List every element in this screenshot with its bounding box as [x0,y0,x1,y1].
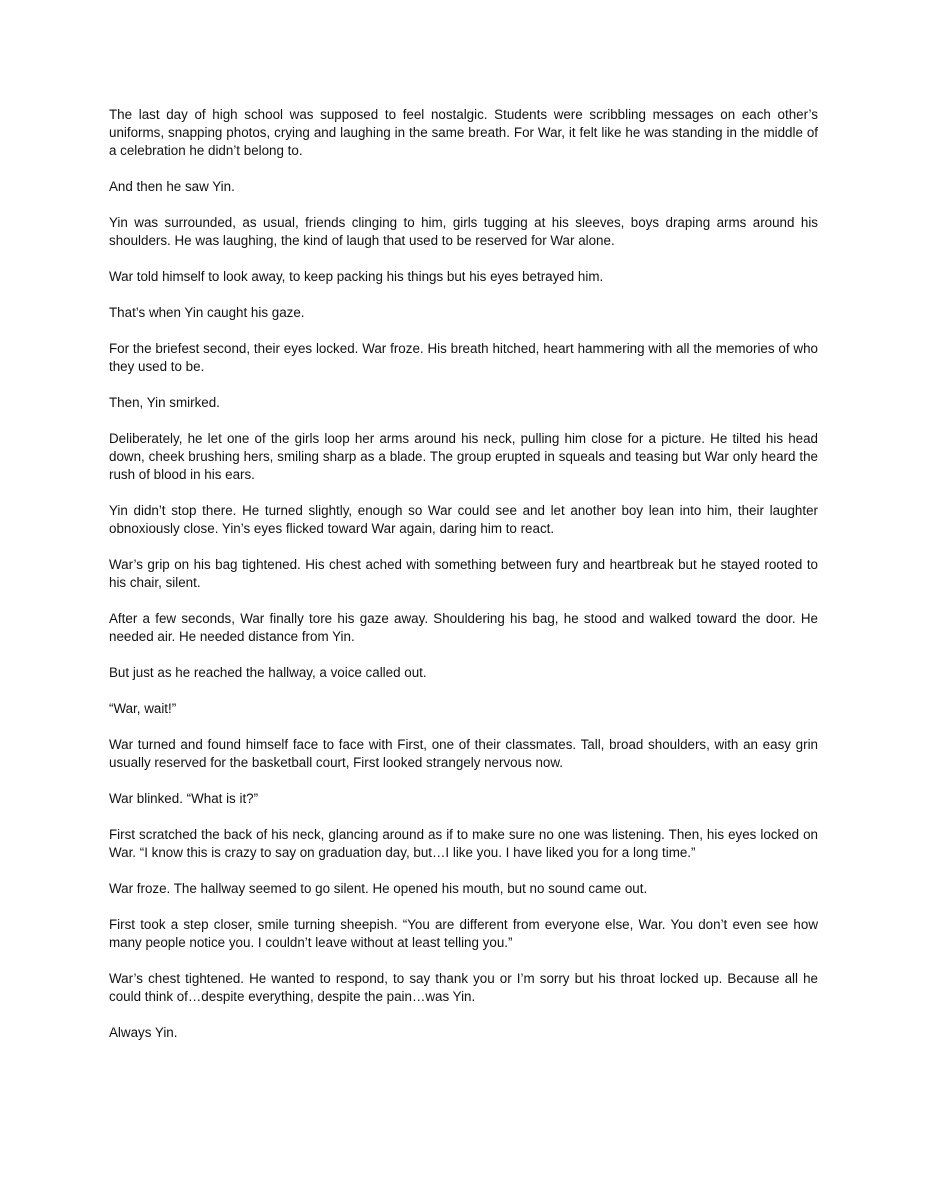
paragraph: Yin didn’t stop there. He turned slightly, enough so War could see and let another boy lean into him, their laughter obnoxiously close. Yin’s eyes flicked toward War again, daring him to react. [109,503,818,536]
paragraph: First scratched the back of his neck, glancing around as if to make sure no one was listening. Then, his eyes locked on War. “I know this is crazy to say on graduation day, but…I like you. I have liked you for a long time.” [109,827,818,860]
paragraph: Yin was surrounded, as usual, friends clinging to him, girls tugging at his sleeves, boys draping arms around his shoulders. He was laughing, the kind of laugh that used to be reserved for War alone. [109,215,818,248]
story-text [109,106,818,1060]
paragraph: War’s chest tightened. He wanted to respond, to say thank you or I’m sorry but his throat locked up. Because all he could think of…despite everything, despite the pain…was Yin. [109,971,818,1004]
paragraph: And then he saw Yin. [109,179,235,194]
paragraph: The last day of high school was supposed to feel nostalgic. Students were scribbling messages on each other’s uniforms, snapping photos, crying and laughing in the same breath. For War, it felt like he was standing in the middle of a celebration he didn’t belong to. [109,107,818,158]
paragraph: Then, Yin smirked. [109,395,220,410]
paragraph: “War, wait!” [109,701,177,716]
paragraph: For the briefest second, their eyes locked. War froze. His breath hitched, heart hammering with all the memories of who they used to be. [109,341,818,374]
paragraph: War froze. The hallway seemed to go silent. He opened his mouth, but no sound came out. [109,881,648,896]
paragraph: Always Yin. [109,1025,178,1040]
paragraph: Deliberately, he let one of the girls loop her arms around his neck, pulling him close for a picture. He tilted his head down, cheek brushing hers, smiling sharp as a blade. The group erupted in squeals and teasing but War only heard the rush of blood in his ears. [109,431,818,482]
paragraph: But just as he reached the hallway, a voice called out. [109,665,427,680]
paragraph: War’s grip on his bag tightened. His chest ached with something between fury and heartbreak but he stayed rooted to his chair, silent. [109,557,818,590]
paragraph: That’s when Yin caught his gaze. [109,305,305,320]
paragraph: First took a step closer, smile turning sheepish. “You are different from everyone else, War. You don’t even see how many people notice you. I couldn’t leave without at least telling you.” [109,917,818,950]
paragraph: War blinked. “What is it?” [109,791,259,806]
paragraph: War told himself to look away, to keep packing his things but his eyes betrayed him. [109,269,604,284]
paragraph: After a few seconds, War finally tore his gaze away. Shouldering his bag, he stood and walked toward the door. He needed air. He needed distance from Yin. [109,611,818,644]
paragraph: War turned and found himself face to face with First, one of their classmates. Tall, broad shoulders, with an easy grin usually reserved for the basketball court, First looked strangely nervous now. [109,737,818,770]
